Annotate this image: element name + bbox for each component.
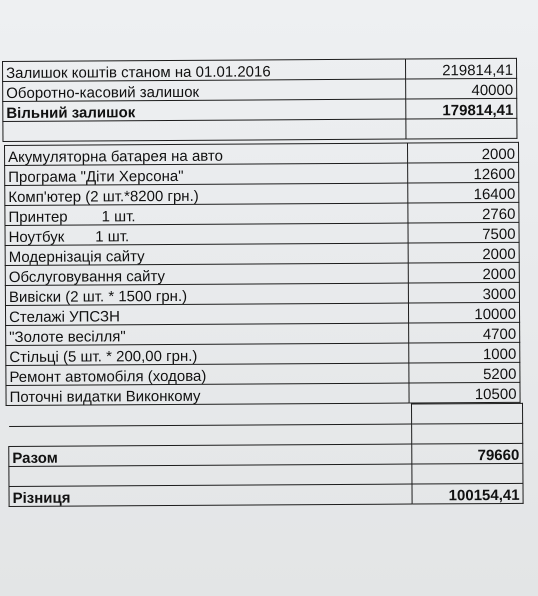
expense-label: Програма "Діти Херсона" — [5, 163, 408, 185]
expense-value: 2000 — [408, 262, 519, 283]
expense-label: Поточні видатки Виконкому — [6, 383, 409, 405]
balance-value-free: 179814,41 — [406, 98, 517, 119]
expense-value: 2000 — [407, 142, 518, 163]
balance-table — [2, 58, 517, 142]
expense-value: 4700 — [409, 322, 520, 343]
expense-value: 10500 — [409, 382, 520, 403]
expense-value: 3000 — [408, 282, 519, 303]
expense-label: Ремонт автомобіля (ходова) — [6, 363, 409, 385]
difference-value: 100154,41 — [412, 483, 523, 504]
expenses-table — [4, 142, 521, 406]
expense-label: Стільці (5 шт. * 200,00 грн.) — [6, 343, 409, 365]
expense-value: 10000 — [408, 302, 519, 323]
expense-label: Вивіски (2 шт. * 1500 грн.) — [5, 283, 408, 305]
expense-value: 7500 — [408, 222, 519, 243]
empty-row — [3, 118, 517, 141]
expense-label: Принтер — [8, 208, 68, 226]
balance-value-cash: 40000 — [406, 78, 517, 99]
difference-row — [9, 483, 523, 506]
expense-label: Ноутбук — [8, 228, 65, 246]
expense-value: 5200 — [409, 362, 520, 383]
balance-value-initial: 219814,41 — [405, 58, 516, 79]
expense-label: Обслуговування сайту — [5, 263, 408, 285]
balance-label-initial: Залишок коштів станом на 01.01.2016 — [3, 59, 406, 81]
expense-qty: 1 шт. — [101, 208, 136, 226]
expense-label: Стелажі УПСЗН — [5, 303, 408, 325]
expense-value: 2760 — [408, 202, 519, 223]
expense-value: 16400 — [408, 182, 519, 203]
expense-value: 2000 — [408, 242, 519, 263]
table-row — [6, 382, 520, 405]
balance-label-cash: Оборотно-касовий залишок — [3, 79, 406, 101]
expense-qty: 1 шт. — [95, 228, 130, 246]
expense-label: "Золоте весілля" — [6, 323, 409, 345]
total-label: Разом — [9, 444, 412, 466]
difference-label: Різниця — [9, 484, 412, 506]
total-value: 79660 — [412, 443, 523, 464]
expense-value: 1000 — [409, 342, 520, 363]
expense-value: 12600 — [408, 162, 519, 183]
total-table — [8, 403, 524, 507]
expense-label: Модернізація сайту — [5, 243, 408, 265]
balance-label-free: Вільний залишок — [3, 99, 406, 121]
expense-label: Акумуляторна батарея на авто — [5, 143, 408, 165]
expense-label: Комп'ютер (2 шт.*8200 грн.) — [5, 183, 408, 205]
